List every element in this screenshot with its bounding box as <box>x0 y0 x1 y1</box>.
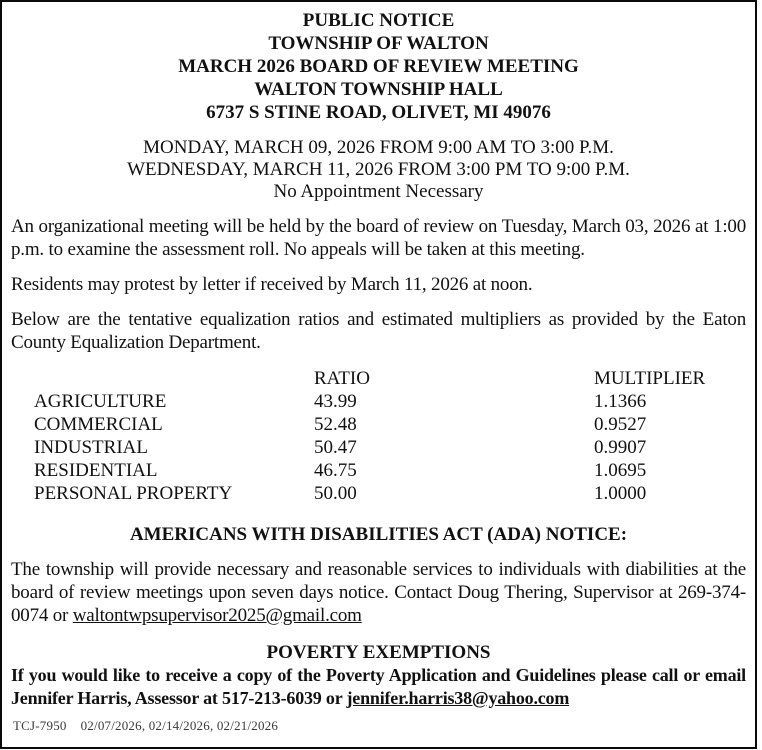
equalization-intro-paragraph: Below are the tentative equalization ratios and estimated multipliers as provided by the Eaton County Equalization Department. <box>11 309 746 353</box>
notice-header <box>11 9 746 124</box>
meeting-title: MARCH 2026 BOARD OF REVIEW MEETING <box>178 56 579 77</box>
ada-notice-text: The township will provide necessary and reasonable services to individuals with diabilities at the board of review meetings upon seven days notice. Contact Doug Thering, Supervisor at 269-374-0074 or <box>11 559 746 626</box>
multiplier-value: 0.9907 <box>594 437 647 458</box>
multiplier-value: 0.9527 <box>594 414 647 435</box>
ratio-value: 43.99 <box>314 391 357 412</box>
class-label: RESIDENTIAL <box>34 460 158 481</box>
protest-by-letter-paragraph: Residents may protest by letter if received by March 11, 2026 at noon. <box>11 274 533 295</box>
notice-title: PUBLIC NOTICE <box>302 10 455 31</box>
table-row <box>11 436 746 459</box>
class-label: PERSONAL PROPERTY <box>34 483 233 504</box>
schedule-monday: MONDAY, MARCH 09, 2026 FROM 9:00 AM TO 3:00 P.M. <box>143 137 614 158</box>
multiplier-value: 1.0000 <box>594 483 647 504</box>
multiplier-value: 1.0695 <box>594 460 647 481</box>
venue-name: WALTON TOWNSHIP HALL <box>254 79 503 100</box>
organizational-meeting-paragraph: An organizational meeting will be held by the board of review on Tuesday, March 03, 2026 at 1:00 p.m. to examine the assessment roll. No appeals will be taken at this meeting. <box>11 216 746 260</box>
poverty-exemptions-heading: POVERTY EXEMPTIONS <box>266 642 491 663</box>
table-header-row <box>11 367 746 390</box>
multiplier-value: 1.1366 <box>594 391 647 412</box>
publication-footer <box>13 718 278 734</box>
ada-notice-paragraph <box>11 558 746 627</box>
table-row <box>11 482 746 505</box>
assessor-email-link: jennifer.harris38@yahoo.com <box>346 688 570 708</box>
poverty-exemptions-paragraph <box>11 664 746 710</box>
no-appointment-note: No Appointment Necessary <box>273 181 484 202</box>
schedule-wednesday: WEDNESDAY, MARCH 11, 2026 FROM 3:00 PM TO 9:00 P.M. <box>127 159 630 180</box>
notice-id: TCJ-7950 <box>13 718 67 733</box>
ratio-column-header: RATIO <box>314 368 370 389</box>
meeting-schedule <box>11 137 746 203</box>
class-label: AGRICULTURE <box>34 391 167 412</box>
equalization-table <box>11 367 746 505</box>
class-label: INDUSTRIAL <box>34 437 148 458</box>
table-row <box>11 390 746 413</box>
supervisor-email-link: waltontwpsupervisor2025@gmail.com <box>72 605 362 626</box>
township-name: TOWNSHIP OF WALTON <box>268 33 489 54</box>
ratio-value: 50.47 <box>314 437 357 458</box>
venue-address: 6737 S STINE ROAD, OLIVET, MI 49076 <box>206 102 551 123</box>
table-row <box>11 413 746 436</box>
table-corner-spacer <box>11 367 314 390</box>
publication-dates: 02/07/2026, 02/14/2026, 02/21/2026 <box>80 718 279 733</box>
ratio-value: 52.48 <box>314 414 357 435</box>
multiplier-column-header: MULTIPLIER <box>594 368 706 389</box>
poverty-exemptions-text: If you would like to receive a copy of the Poverty Application and Guidelines please call or email Jennifer Harris, Assessor at 517-213-6039 or <box>11 665 746 708</box>
class-label: COMMERCIAL <box>34 414 163 435</box>
table-row <box>11 459 746 482</box>
ratio-value: 46.75 <box>314 460 357 481</box>
ada-notice-heading: AMERICANS WITH DISABILITIES ACT (ADA) NOTICE: <box>129 524 628 545</box>
ratio-value: 50.00 <box>314 483 357 504</box>
